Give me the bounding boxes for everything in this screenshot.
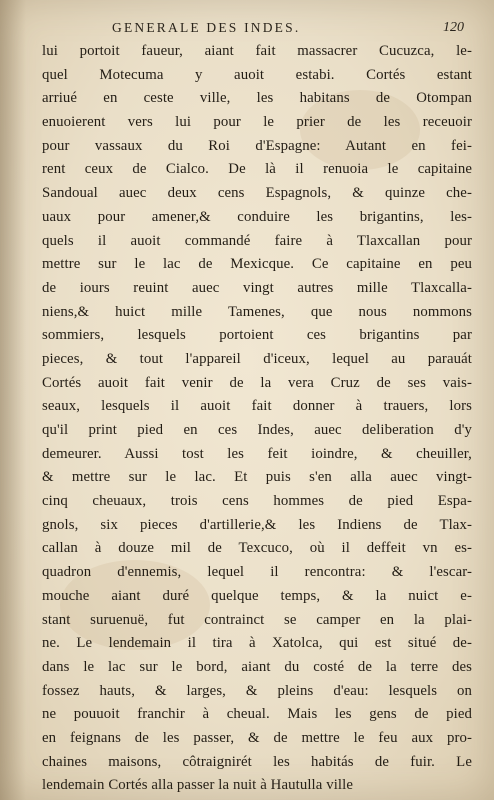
text-line: stant suruenuë, fut contrainct se camper en la plai- bbox=[42, 611, 472, 628]
body-text bbox=[42, 40, 472, 798]
text-line: pieces, & tout l'appareil d'iceux, lequel au parauát bbox=[42, 350, 472, 367]
page-number: 120 bbox=[443, 20, 464, 35]
text-line: cinq cheuaux, trois cens hommes de pied Espa- bbox=[42, 493, 472, 510]
text-line: fossez hauts, & larges, & pleins d'eau: lesquels on bbox=[42, 682, 472, 699]
text-line: quels il auoit commandé faire à Tlaxcallan pour bbox=[42, 232, 472, 249]
text-line: de iours reuint auec vingt autres mille Tlaxcalla- bbox=[42, 279, 472, 296]
text-line: sommiers, lesquels portoient ces brigantins par bbox=[42, 327, 472, 344]
text-line: mouche aiant duré quelque temps, & la nuict e- bbox=[42, 587, 472, 604]
text-line: demeurer. Aussi tost les feit ioindre, & cheuiller, bbox=[42, 445, 472, 462]
text-line: ne pouuoit franchir à cheual. Mais les gens de pied bbox=[42, 706, 472, 723]
text-line: chaines maisons, côtraignirét les habitás de fuir. Le bbox=[42, 753, 472, 770]
text-line: rent ceux de Cialco. De là il renuoia le capitaine bbox=[42, 161, 472, 178]
text-line: enuoierent vers lui pour le prier de les receuoir bbox=[42, 114, 472, 131]
text-line: uaux pour amener,& conduire les brigantins, les- bbox=[42, 208, 472, 225]
text-line: ne. Le lendemain il tira à Xatolca, qui est situé de- bbox=[42, 635, 472, 652]
text-line: lendemain Cortés alla passer la nuit à Hautulla ville bbox=[42, 777, 354, 794]
text-line: Sandoual auec deux cens Espagnols, & quinze che- bbox=[42, 185, 472, 202]
text-line: quel Motecuma y auoit estabi. Cortés estant bbox=[42, 66, 472, 83]
text-line: mettre sur le lac de Mexicque. Ce capitaine en peu bbox=[42, 256, 472, 273]
text-line: arriué en ceste ville, les habitans de Otompan bbox=[42, 90, 472, 107]
text-line: en feignans de les passer, & de mettre le feu aux pro- bbox=[42, 729, 472, 746]
text-line: niens,& huict mille Tamenes, que nous nommons bbox=[42, 303, 472, 320]
text-line: qu'il print pied en ces Indes, auec deliberation d'y bbox=[42, 422, 472, 438]
text-line: & mettre sur le lac. Et puis s'en alla auec vingt- bbox=[42, 469, 472, 486]
text-line: dans le lac sur le bord, aiant du costé de la terre des bbox=[42, 658, 472, 675]
text-line: lui portoit faueur, aiant fait massacrer Cucuzca, le- bbox=[42, 43, 472, 59]
text-line: seaux, lesquels il auoit fait donner à trauers, lors bbox=[42, 398, 472, 415]
running-head bbox=[42, 20, 472, 40]
running-title: GENERALE DES INDES. bbox=[112, 20, 301, 35]
text-line: quadron d'ennemis, lequel il rencontra: & l'escar- bbox=[42, 564, 472, 581]
text-line: callan à douze mil de Texcuco, où il deffeit vn es- bbox=[42, 540, 472, 557]
text-line: gnols, six pieces d'artillerie,& les Indiens de Tlax- bbox=[42, 516, 472, 533]
text-line: pour vassaux du Roi d'Espagne: Autant en fei- bbox=[42, 137, 472, 154]
text-line: Cortés auoit fait venir de la vera Cruz de ses vais- bbox=[42, 374, 472, 391]
